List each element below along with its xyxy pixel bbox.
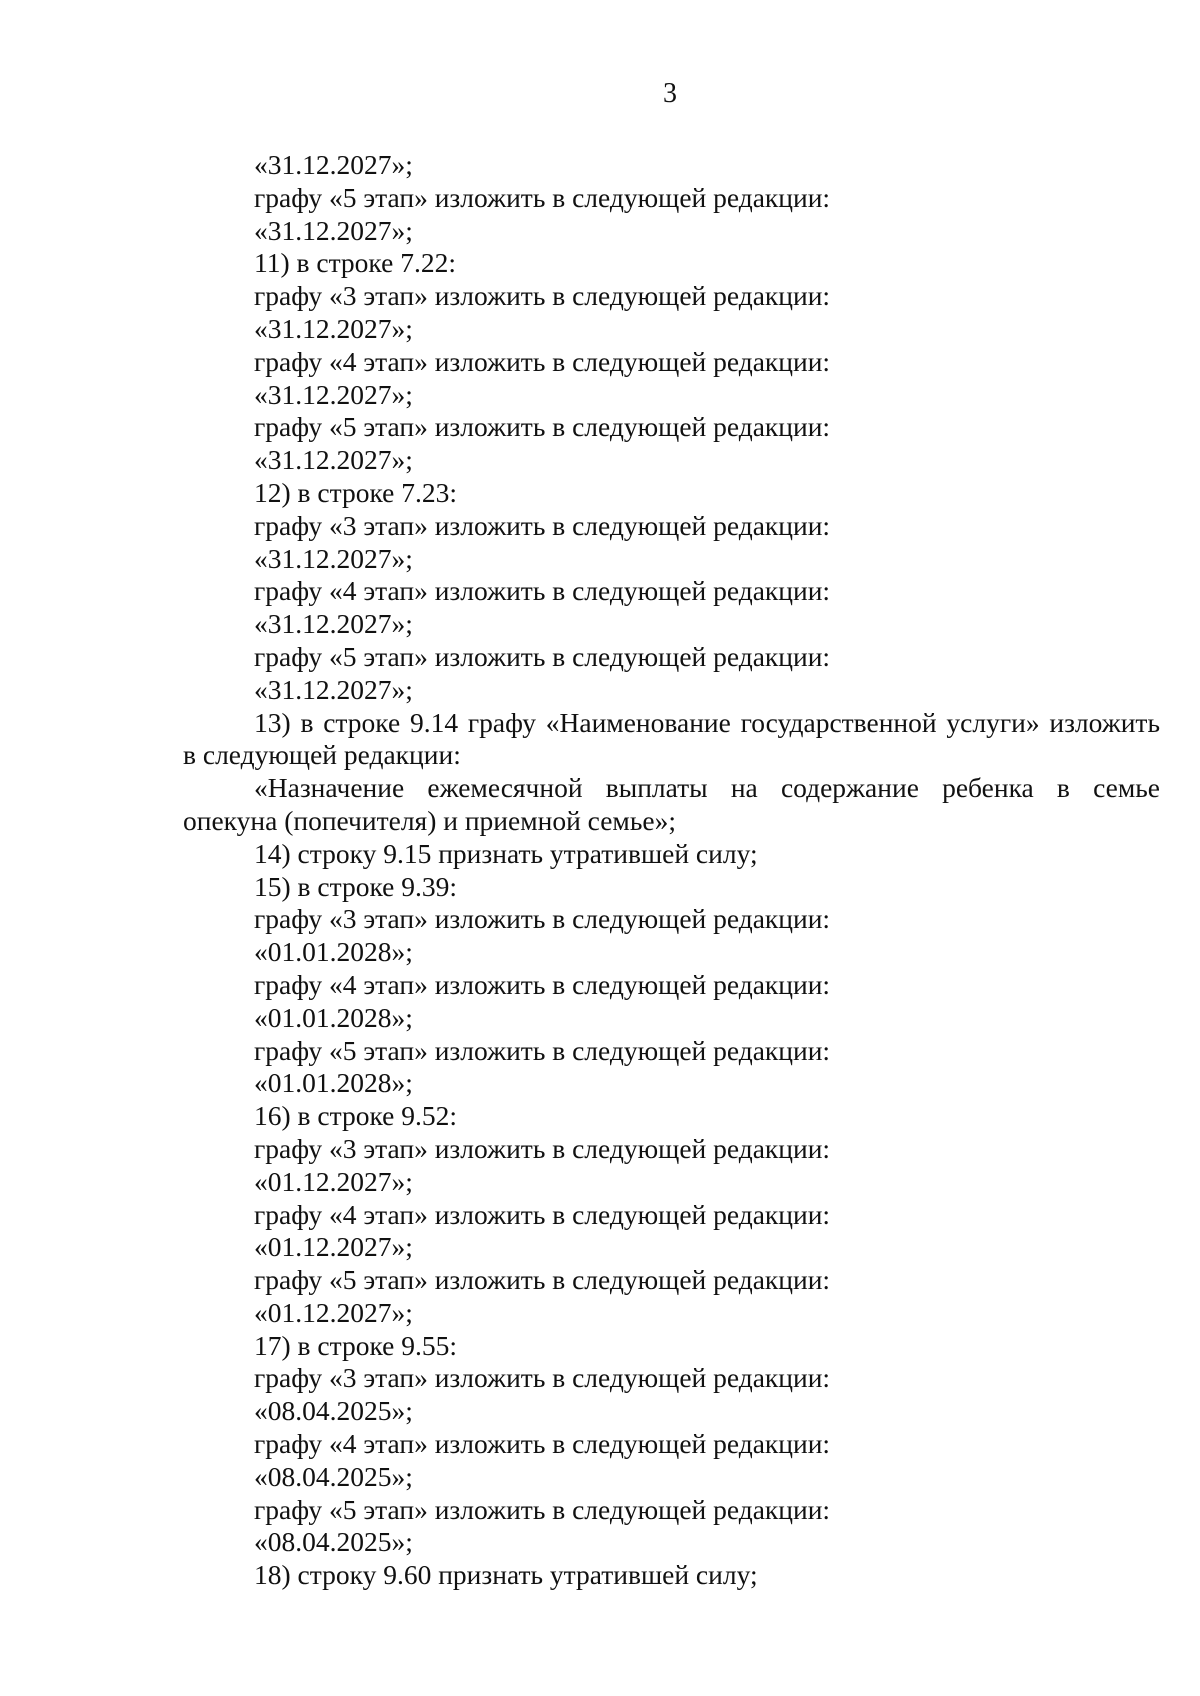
text-line: «08.04.2025»; — [254, 1395, 413, 1427]
text-line: 15) в строке 9.39: — [254, 870, 457, 902]
text-line: графу «4 этап» изложить в следующей редакции: — [254, 968, 831, 1000]
text-line: «01.01.2028»; — [254, 1001, 413, 1033]
text-line: графу «3 этап» изложить в следующей редакции: — [254, 280, 831, 312]
text-line: «01.01.2028»; — [254, 1067, 413, 1099]
text-line: «01.01.2028»; — [254, 936, 413, 968]
document-body — [183, 149, 1160, 1592]
text-line: графу «5 этап» изложить в следующей редакции: — [254, 1264, 831, 1296]
text-line: в следующей редакции: — [183, 739, 461, 771]
text-line: «31.12.2027»; — [254, 378, 413, 410]
text-line: «31.12.2027»; — [254, 608, 413, 640]
text-line: «Назначение ежемесячной выплаты на содержание ребенка в семье — [254, 772, 1160, 804]
text-line: 12) в строке 7.23: — [254, 476, 457, 508]
text-line: «31.12.2027»; — [254, 673, 413, 705]
text-line: графу «3 этап» изложить в следующей редакции: — [254, 509, 831, 541]
text-line: «31.12.2027»; — [254, 214, 413, 246]
text-line: графу «4 этап» изложить в следующей редакции: — [254, 1198, 831, 1230]
text-line: графу «3 этап» изложить в следующей редакции: — [254, 1362, 831, 1394]
text-line: графу «4 этап» изложить в следующей редакции: — [254, 575, 831, 607]
text-line: опекуна (попечителя) и приемной семье»; — [183, 804, 676, 836]
page-number: 3 — [663, 78, 677, 109]
text-line: графу «3 этап» изложить в следующей редакции: — [254, 1132, 831, 1164]
text-line: графу «3 этап» изложить в следующей редакции: — [254, 903, 831, 935]
text-line: графу «5 этап» изложить в следующей редакции: — [254, 181, 831, 213]
text-line: «01.12.2027»; — [254, 1296, 413, 1328]
text-line: «31.12.2027»; — [254, 312, 413, 344]
text-line: графу «5 этап» изложить в следующей редакции: — [254, 411, 831, 443]
text-line: «31.12.2027»; — [254, 444, 413, 476]
text-line: «31.12.2027»; — [254, 542, 413, 574]
text-line: «08.04.2025»; — [254, 1460, 413, 1492]
text-line: «01.12.2027»; — [254, 1165, 413, 1197]
text-line: «31.12.2027»; — [254, 149, 413, 180]
text-line: графу «5 этап» изложить в следующей редакции: — [254, 1034, 831, 1066]
text-line: графу «4 этап» изложить в следующей редакции: — [254, 1428, 831, 1460]
text-line: графу «5 этап» изложить в следующей редакции: — [254, 1493, 831, 1525]
text-line: графу «4 этап» изложить в следующей редакции: — [254, 345, 831, 377]
text-line: 11) в строке 7.22: — [254, 247, 456, 279]
text-line: 18) строку 9.60 признать утратившей силу; — [254, 1559, 758, 1591]
text-line: графу «5 этап» изложить в следующей редакции: — [254, 640, 831, 672]
text-line: 17) в строке 9.55: — [254, 1329, 457, 1361]
text-line: «08.04.2025»; — [254, 1526, 413, 1558]
text-line: 16) в строке 9.52: — [254, 1100, 457, 1132]
text-line: «01.12.2027»; — [254, 1231, 413, 1263]
text-line: 13) в строке 9.14 графу «Наименование государственной услуги» изложить — [254, 706, 1160, 738]
text-line: 14) строку 9.15 признать утратившей силу; — [254, 837, 758, 869]
